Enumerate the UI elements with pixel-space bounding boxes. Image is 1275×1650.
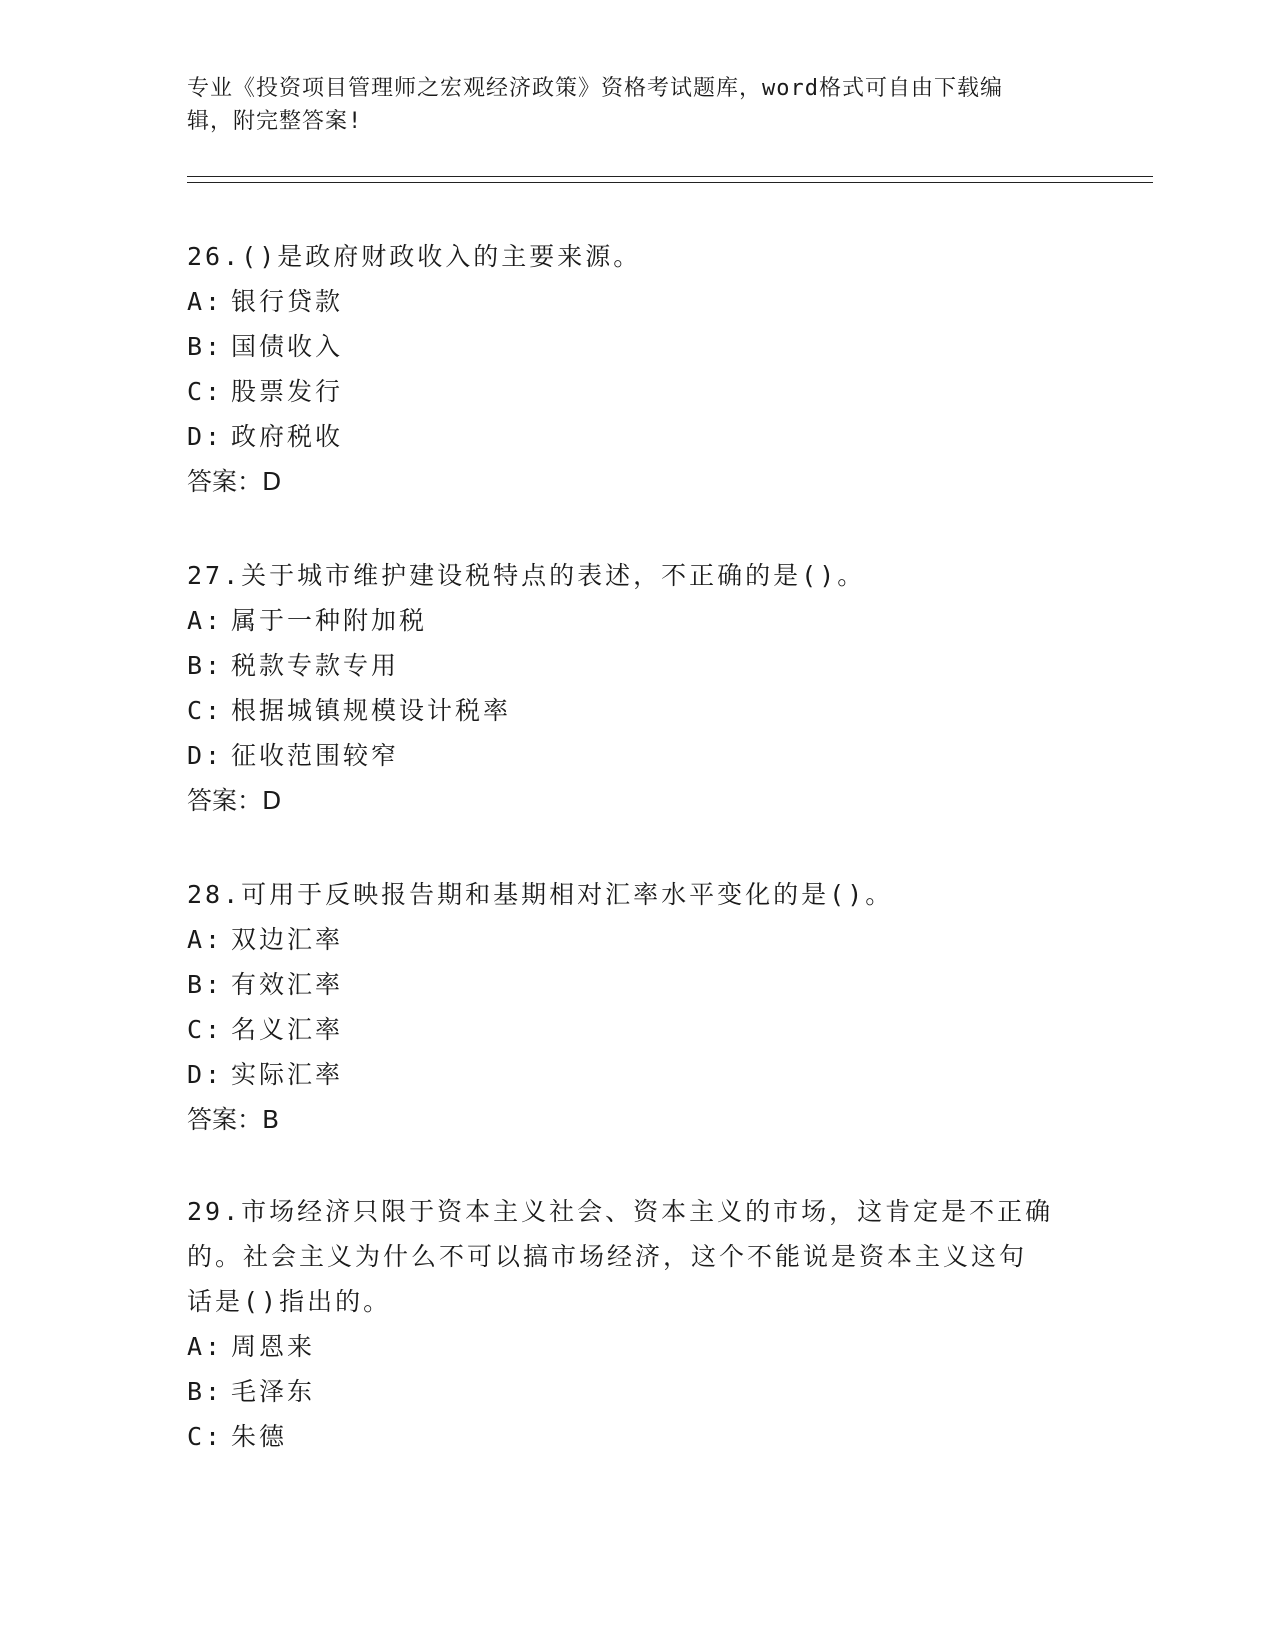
question-stem: 27.关于城市维护建设税特点的表述，不正确的是()。 — [187, 561, 866, 590]
header-divider-top — [187, 176, 1153, 177]
option-letter: A: — [187, 606, 224, 635]
answer-line: 答案：B — [187, 1105, 280, 1134]
option-letter: D: — [187, 422, 224, 451]
answer-line: 答案：D — [187, 467, 282, 496]
option-text: 有效汇率 — [231, 970, 344, 999]
question-stem-line-2: 的。社会主义为什么不可以搞市场经济，这个不能说是资本主义这句 — [187, 1242, 1028, 1271]
header-divider-bottom — [187, 182, 1153, 183]
option-d — [187, 414, 1087, 459]
option-text: 股票发行 — [231, 377, 344, 406]
option-b — [187, 1369, 1087, 1414]
option-text: 属于一种附加税 — [231, 606, 428, 635]
option-letter: A: — [187, 287, 224, 316]
option-letter: A: — [187, 1332, 224, 1361]
question-stem: 26.()是政府财政收入的主要来源。 — [187, 242, 642, 271]
option-letter: C: — [187, 1015, 224, 1044]
question-stem: 28.可用于反映报告期和基期相对汇率水平变化的是()。 — [187, 880, 894, 909]
option-d — [187, 1052, 1087, 1097]
document-header — [187, 72, 1067, 138]
question-stem-line-3: 话是()指出的。 — [187, 1287, 392, 1316]
question-26 — [187, 234, 1087, 504]
option-a — [187, 917, 1087, 962]
option-a — [187, 1324, 1087, 1369]
question-28 — [187, 872, 1087, 1142]
option-text: 名义汇率 — [231, 1015, 344, 1044]
option-text: 周恩来 — [231, 1332, 316, 1361]
option-d — [187, 733, 1087, 778]
option-letter: D: — [187, 1060, 224, 1089]
option-c — [187, 1007, 1087, 1052]
header-line-2: 辑，附完整答案! — [187, 109, 363, 134]
option-letter: A: — [187, 925, 224, 954]
option-text: 税款专款专用 — [231, 651, 400, 680]
option-c — [187, 369, 1087, 414]
option-b — [187, 643, 1087, 688]
option-text: 实际汇率 — [231, 1060, 344, 1089]
option-text: 双边汇率 — [231, 925, 344, 954]
option-letter: C: — [187, 1422, 224, 1451]
option-text: 毛泽东 — [231, 1377, 316, 1406]
option-text: 银行贷款 — [231, 287, 344, 316]
option-text: 根据城镇规模设计税率 — [231, 696, 512, 725]
option-letter: D: — [187, 741, 224, 770]
header-line-1: 专业《投资项目管理师之宏观经济政策》资格考试题库，word格式可自由下载编 — [187, 76, 1003, 101]
question-27 — [187, 553, 1087, 823]
option-b — [187, 962, 1087, 1007]
option-letter: C: — [187, 696, 224, 725]
option-a — [187, 598, 1087, 643]
option-c — [187, 1414, 1087, 1459]
option-text: 朱德 — [231, 1422, 288, 1451]
option-a — [187, 279, 1087, 324]
option-letter: B: — [187, 1377, 224, 1406]
option-text: 政府税收 — [231, 422, 344, 451]
option-text: 征收范围较窄 — [231, 741, 400, 770]
option-c — [187, 688, 1087, 733]
option-b — [187, 324, 1087, 369]
question-29 — [187, 1189, 1087, 1459]
option-text: 国债收入 — [231, 332, 344, 361]
answer-line: 答案：D — [187, 786, 282, 815]
option-letter: C: — [187, 377, 224, 406]
option-letter: B: — [187, 970, 224, 999]
option-letter: B: — [187, 332, 224, 361]
option-letter: B: — [187, 651, 224, 680]
question-stem-line-1: 29.市场经济只限于资本主义社会、资本主义的市场，这肯定是不正确 — [187, 1197, 1054, 1226]
